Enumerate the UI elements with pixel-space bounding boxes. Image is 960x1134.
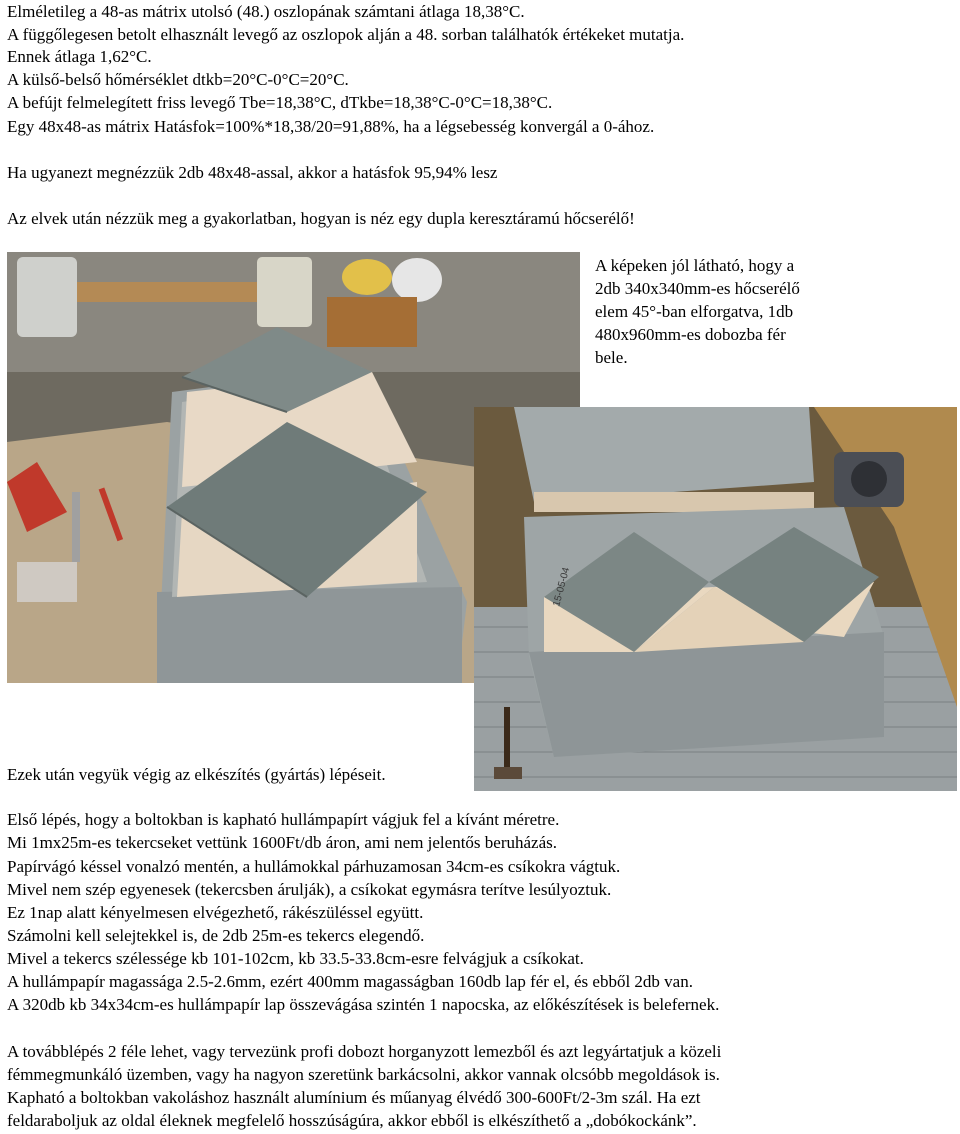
photo-description-line: A képeken jól látható, hogy a bbox=[595, 256, 795, 275]
intro-line: A befújt felmelegített friss levegő Tbe=18,38°C, dTkbe=18,38°C-0°C=18,38°C. bbox=[7, 93, 553, 112]
intro-line: Elméletileg a 48-as mátrix utolsó (48.) oszlopának számtani átlaga 18,38°C. bbox=[7, 2, 525, 21]
step-line: A hullámpapír magassága 2.5-2.6mm, ezért 400mm magasságban 160db lap fér el, és ebből 2db van. bbox=[7, 972, 693, 991]
step-line: A 320db kb 34x34cm-es hullámpapír lap összevágása szintén 1 napocska, az előkészítések is belefernek. bbox=[7, 995, 720, 1014]
photo-description-line: elem 45°-ban elforgatva, 1db bbox=[595, 302, 794, 321]
intro-line: Egy 48x48-as mátrix Hatásfok=100%*18,38/20=91,88%, ha a légsebesség konvergál a 0-ához. bbox=[7, 117, 655, 136]
intro-line: A függőlegesen betolt elhasznált levegő az oszlopok alján a 48. sorban találhatók értékeket mutatja. bbox=[7, 25, 685, 44]
step-line: Mivel a tekercs szélessége kb 101-102cm, kb 33.5-33.8cm-esre felvágjuk a csíkokat. bbox=[7, 949, 584, 968]
step-line: Számolni kell selejtekkel is, de 2db 25m-es tekercs elegendő. bbox=[7, 926, 425, 945]
caption: Ezek után vegyük végig az elkészítés (gyártás) lépéseit. bbox=[7, 765, 386, 784]
step-line: Mi 1mx25m-es tekercseket vettünk 1600Ft/db áron, ami nem jelentős beruházás. bbox=[7, 833, 558, 852]
photo-description-line: 2db 340x340mm-es hőcserélő bbox=[595, 279, 800, 298]
photo-description-line: 480x960mm-es dobozba fér bbox=[595, 325, 786, 344]
final-line: fémmegmunkáló üzemben, vagy ha nagyon szeretünk barkácsolni, akkor vannak olcsóbb megoldások is. bbox=[7, 1065, 720, 1084]
efficiency-paragraph: Ha ugyanezt megnézzük 2db 48x48-assal, akkor a hatásfok 95,94% lesz bbox=[7, 163, 498, 182]
transition-paragraph: Az elvek után nézzük meg a gyakorlatban, hogyan is néz egy dupla keresztáramú hőcserélő! bbox=[7, 209, 635, 228]
intro-line: A külső-belső hőmérséklet dtkb=20°C-0°C=20°C. bbox=[7, 70, 349, 89]
intro-line: Ennek átlaga 1,62°C. bbox=[7, 47, 152, 66]
final-line: Kapható a boltokban vakoláshoz használt alumínium és műanyag élvédő 300-600Ft/2-3m szál. Ha ezt bbox=[7, 1088, 701, 1107]
step-line: Papírvágó késsel vonalzó mentén, a hullámokkal párhuzamosan 34cm-es csíkokra vágtuk. bbox=[7, 857, 621, 876]
photo-date-stamp: 15-05-04 bbox=[551, 566, 573, 608]
photo-exchanger-right bbox=[474, 407, 957, 791]
step-line: Első lépés, hogy a boltokban is kapható hullámpapírt vágjuk fel a kívánt méretre. bbox=[7, 810, 560, 829]
step-line: Mivel nem szép egyenesek (tekercsben árulják), a csíkokat egymásra terítve lesúlyoztuk. bbox=[7, 880, 612, 899]
photo-description-line: bele. bbox=[595, 348, 628, 367]
final-line: feldaraboljuk az oldal éleknek megfelelő hosszúságúra, akkor ebből is elkészíthető a „dobókockánk”. bbox=[7, 1111, 697, 1130]
photo-description bbox=[595, 254, 885, 369]
step-line: Ez 1nap alatt kényelmesen elvégezhető, rákészüléssel együtt. bbox=[7, 903, 424, 922]
final-line: A továbblépés 2 féle lehet, vagy tervezünk profi dobozt horganyzott lemezből és azt legyártatjuk a közeli bbox=[7, 1042, 722, 1061]
